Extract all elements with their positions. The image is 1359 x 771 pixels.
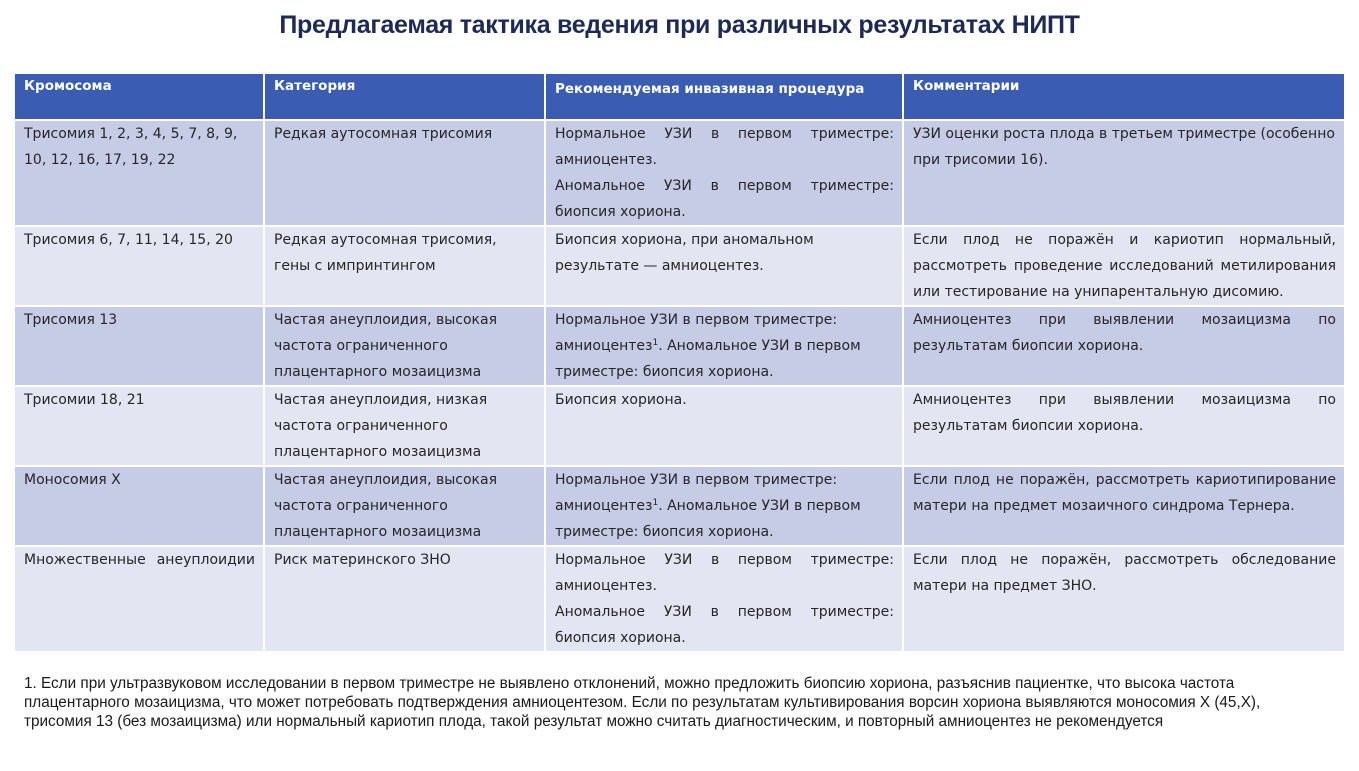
cell-chromosome: Трисомия 13 bbox=[14, 306, 264, 386]
cell-chromosome: Трисомия 6, 7, 11, 14, 15, 20 bbox=[14, 226, 264, 306]
header-chromosome: Кромосома bbox=[14, 73, 264, 120]
procedure-text-b: . Аномальное УЗИ в первом триместре: биопсия хориона. bbox=[555, 498, 861, 540]
cell-category: Редкая аутосомная трисомия bbox=[264, 120, 545, 226]
cell-comment: Если плод не поражён, рассмотреть обследование матери на предмет ЗНО. bbox=[903, 546, 1345, 652]
cell-procedure bbox=[545, 466, 903, 546]
cell-category: Частая анеуплоидия, высокая частота ограниченного плацентарного мозаицизма bbox=[264, 306, 545, 386]
procedure-text-b: . Аномальное УЗИ в первом триместре: биопсия хориона. bbox=[555, 338, 861, 380]
cell-category: Частая анеуплоидия, высокая частота ограниченного плацентарного мозаицизма bbox=[264, 466, 545, 546]
table-row bbox=[14, 386, 1345, 466]
table-row bbox=[14, 226, 1345, 306]
table-row bbox=[14, 466, 1345, 546]
footnote: 1. Если при ультразвуковом исследовании в первом триместре не выявлено отклонений, можно предложить биопсию хориона, разъяснив пациентке, что высока частота плацентарного мозаицизма, что может потребовать подтверждения амниоцентезом. Если по результатам культивирования ворсин хориона выявляются моносомия X (45,X), трисомия 13 (без мозаицизма) или нормальный кариотип плода, такой результат можно считать диагностическим, и повторный амниоцентез не рекомендуется bbox=[24, 675, 1261, 730]
header-category: Категория bbox=[264, 73, 545, 120]
procedure-normal-ultrasound: Нормальное УЗИ в первом триместре: амниоцентез. bbox=[555, 126, 894, 168]
chromosome-text: Множественные анеуплоидии bbox=[24, 552, 255, 568]
procedure-text-a: Нормальное УЗИ в первом триместре: амниоцентез bbox=[555, 312, 838, 354]
cell-comment: УЗИ оценки роста плода в третьем триместре (особенно при трисомии 16). bbox=[903, 120, 1345, 226]
footnote-marker: 1 bbox=[652, 498, 659, 508]
cell-chromosome: Трисомия 1, 2, 3, 4, 5, 7, 8, 9, 10, 12, 16, 17, 19, 22 bbox=[14, 120, 264, 226]
cell-category: Риск материнского ЗНО bbox=[264, 546, 545, 652]
procedure-text-a: Нормальное УЗИ в первом триместре: амниоцентез bbox=[555, 472, 838, 514]
header-comments: Комментарии bbox=[903, 73, 1345, 120]
procedure-abnormal-ultrasound: Аномальное УЗИ в первом триместре: биопсия хориона. bbox=[555, 604, 894, 646]
cell-chromosome: Моносомия X bbox=[14, 466, 264, 546]
page-title: Предлагаемая тактика ведения при различных результатах НИПТ bbox=[279, 11, 1080, 39]
table-row bbox=[14, 306, 1345, 386]
cell-chromosome bbox=[14, 546, 264, 652]
cell-chromosome: Трисомии 18, 21 bbox=[14, 386, 264, 466]
footnote-marker: 1 bbox=[652, 338, 659, 348]
cell-category: Частая анеуплоидия, низкая частота ограниченного плацентарного мозаицизма bbox=[264, 386, 545, 466]
cell-procedure: Биопсия хориона, при аномальном результате — амниоцентез. bbox=[545, 226, 903, 306]
cell-procedure bbox=[545, 306, 903, 386]
header-procedure: Рекомендуемая инвазивная процедура bbox=[545, 73, 903, 120]
cell-comment: Если плод не поражён, рассмотреть кариотипирование матери на предмет мозаичного синдрома Тернера. bbox=[903, 466, 1345, 546]
table-row bbox=[14, 120, 1345, 226]
procedure-abnormal-ultrasound: Аномальное УЗИ в первом триместре: биопсия хориона. bbox=[555, 178, 894, 220]
cell-comment: Амниоцентез при выявлении мозаицизма по результатам биопсии хориона. bbox=[903, 386, 1345, 466]
cell-comment: Амниоцентез при выявлении мозаицизма по результатам биопсии хориона. bbox=[903, 306, 1345, 386]
cell-procedure bbox=[545, 120, 903, 226]
procedure-normal-ultrasound: Нормальное УЗИ в первом триместре: амниоцентез. bbox=[555, 552, 894, 594]
cell-category: Редкая аутосомная трисомия, гены с импринтингом bbox=[264, 226, 545, 306]
cell-procedure bbox=[545, 546, 903, 652]
table-row bbox=[14, 546, 1345, 652]
nipt-tactics-table bbox=[13, 72, 1346, 653]
cell-comment: Если плод не поражён и кариотип нормальный, рассмотреть проведение исследований метилирования или тестирование на унипарентальную дисомию. bbox=[903, 226, 1345, 306]
cell-procedure: Биопсия хориона. bbox=[545, 386, 903, 466]
table-header-row bbox=[14, 73, 1345, 120]
